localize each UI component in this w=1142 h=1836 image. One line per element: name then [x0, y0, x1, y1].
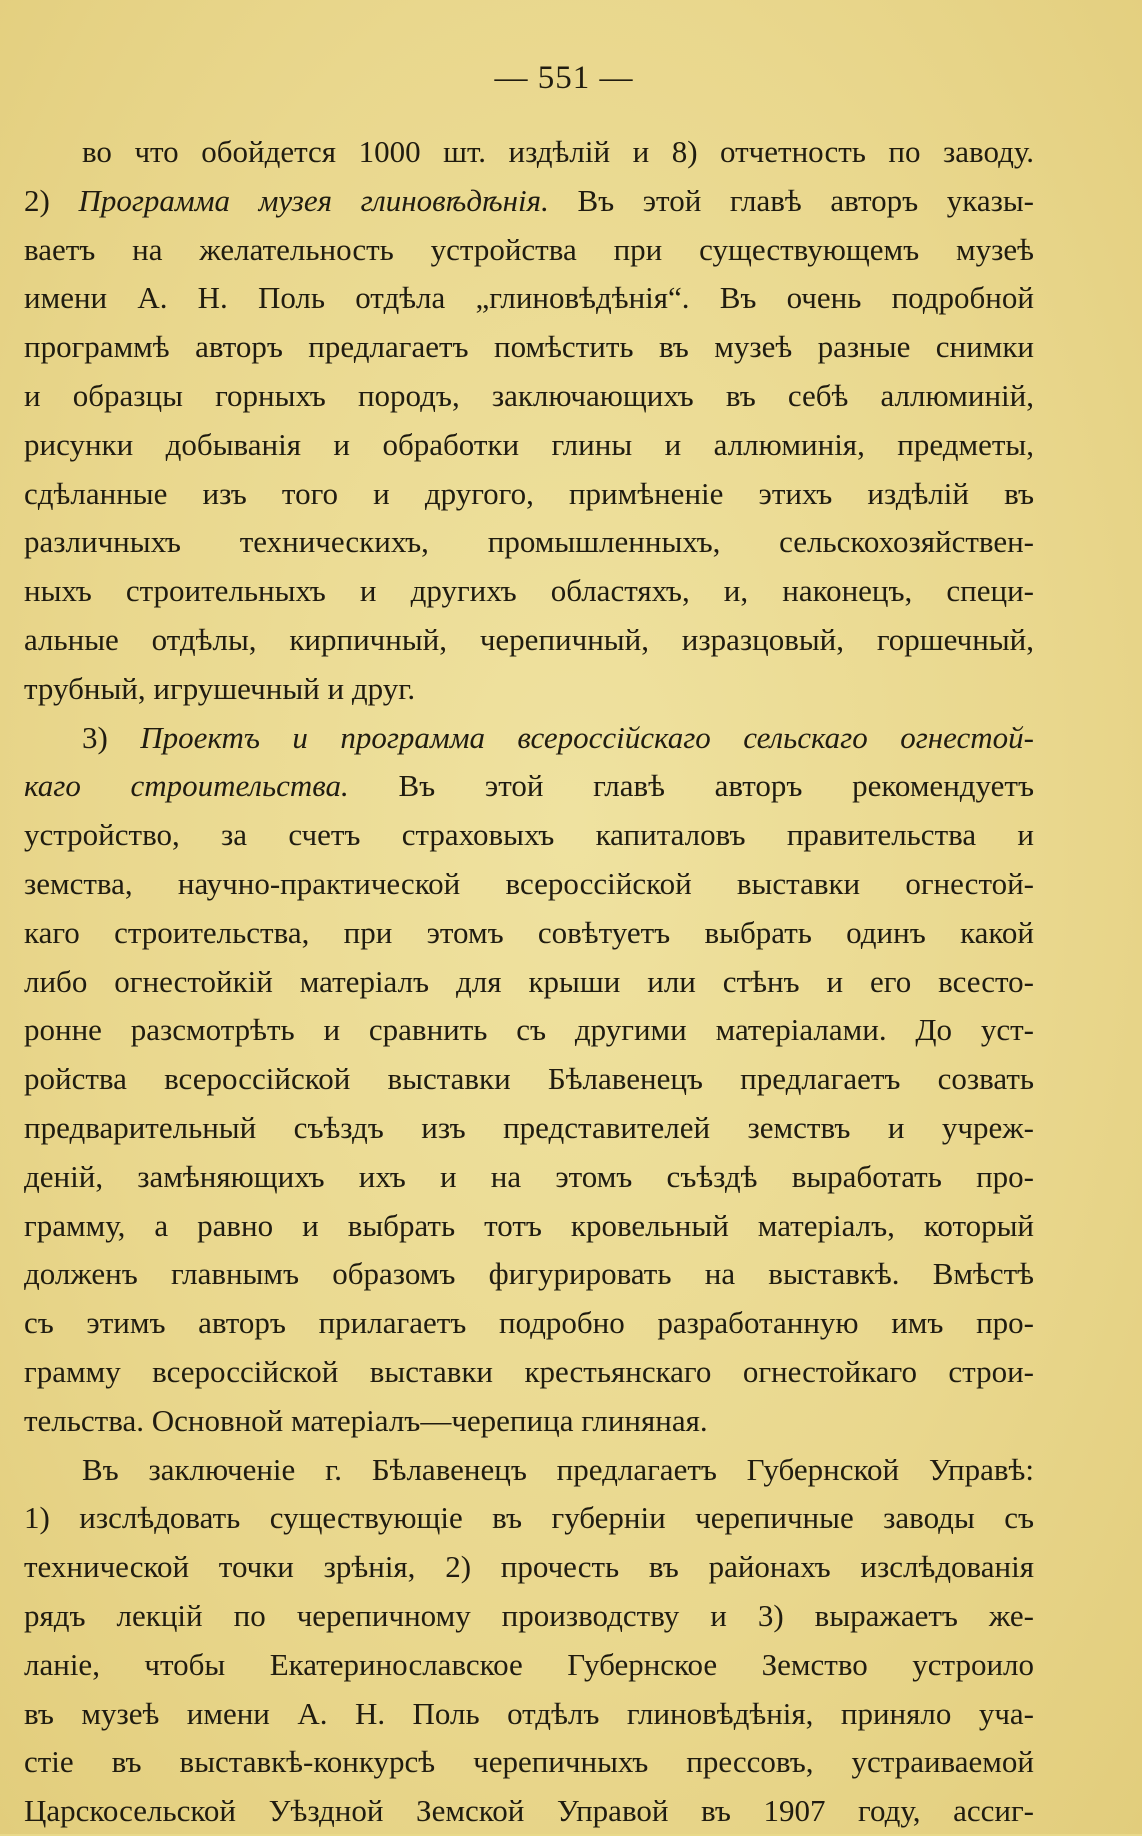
text-line: и образцы горныхъ породъ, заключающихъ въ себѣ аллюминій,	[24, 377, 1034, 413]
text-line: ныхъ строительныхъ и другихъ областяхъ, и, наконецъ, специ-	[24, 573, 1034, 609]
text-line: въ музеѣ имени А. Н. Поль отдѣлъ глиновѣдѣнія, приняло уча-	[24, 1695, 1034, 1731]
text-line: ройства всероссійской выставки Бѣлавенецъ предлагаетъ созвать	[24, 1061, 1034, 1097]
paragraph	[24, 1446, 1034, 1836]
text-line: программѣ авторъ предлагаетъ помѣстить въ музеѣ разные снимки	[24, 329, 1034, 365]
text-line: долженъ главнымъ образомъ фигурировать на выставкѣ. Вмѣстѣ	[24, 1256, 1034, 1292]
text-line: альные отдѣлы, кирпичный, черепичный, изразцовый, горшечный,	[24, 621, 1034, 657]
paragraph	[24, 128, 1034, 714]
text-line: предварительный съѣздъ изъ представителей земствъ и учреж-	[24, 1109, 1034, 1145]
text-line: каго строительства, при этомъ совѣтуетъ выбрать одинъ какой	[24, 914, 1034, 950]
text-line: во что обойдется 1000 шт. издѣлій и 8) отчетность по заводу.	[82, 134, 1034, 169]
text-line: трубный, игрушечный и друг.	[24, 670, 416, 706]
text-line: ронне разсмотрѣть и сравнить съ другими матеріалами. До уст-	[24, 1012, 1034, 1048]
text-line: грамму, а равно и выбрать тотъ кровельный матеріалъ, который	[24, 1207, 1034, 1243]
text-line: земства, научно-практической всероссійской выставки огнестой-	[24, 865, 1034, 901]
text-line: тельства. Основной матеріалъ—черепица глиняная.	[24, 1402, 708, 1438]
text-line: сдѣланные изъ того и другого, примѣненіе этихъ издѣлій въ	[24, 475, 1034, 511]
text-line: имени А. Н. Поль отдѣла „глиновѣдѣнія“. Въ очень подробной	[24, 280, 1034, 316]
text-line: съ этимъ авторъ прилагаетъ подробно разработанную имъ про-	[24, 1305, 1034, 1341]
text-line: 1) изслѣдовать существующіе въ губерніи черепичные заводы съ	[24, 1500, 1034, 1536]
text-line: рисунки добыванія и обработки глины и аллюминія, предметы,	[24, 426, 1034, 462]
body-text	[24, 128, 1034, 1836]
text-line: технической точки зрѣнія, 2) прочесть въ районахъ изслѣдованія	[24, 1549, 1034, 1585]
text-line: грамму всероссійской выставки крестьянскаго огнестойкаго строи-	[24, 1353, 1034, 1389]
text-line: каго строительства. Въ этой главѣ авторъ рекомендуетъ	[24, 768, 1034, 804]
text-line: различныхъ техническихъ, промышленныхъ, сельскохозяйствен-	[24, 524, 1034, 560]
text-line: рядъ лекцій по черепичному производству и 3) выражаетъ же-	[24, 1597, 1034, 1633]
paragraph	[24, 714, 1034, 1446]
text-line: либо огнестойкій матеріалъ для крыши или стѣнъ и его всесто-	[24, 963, 1034, 999]
text-line: деній, замѣняющихъ ихъ и на этомъ съѣздѣ выработать про-	[24, 1158, 1034, 1194]
page-number: — 551 —	[494, 60, 634, 96]
text-line: Въ заключеніе г. Бѣлавенецъ предлагаетъ Губернской Управѣ:	[82, 1451, 1034, 1487]
text-line: ланіе, чтобы Екатеринославское Губернское Земство устроило	[24, 1646, 1034, 1682]
text-line: 3) Проектъ и программа всероссійскаго сельскаго огнестой-	[82, 719, 1034, 755]
text-line: Царскосельской Уѣздной Земской Управой въ 1907 году, ассиг-	[24, 1793, 1034, 1829]
text-line: стіе въ выставкѣ-конкурсѣ черепичныхъ прессовъ, устраиваемой	[24, 1744, 1034, 1780]
text-line: ваетъ на желательность устройства при существующемъ музеѣ	[24, 231, 1034, 267]
text-line: 2) Программа музея глиновѣдѣнія. Въ этой главѣ авторъ указы-	[24, 182, 1034, 218]
text-line: устройство, за счетъ страховыхъ капиталовъ правительства и	[24, 817, 1034, 853]
